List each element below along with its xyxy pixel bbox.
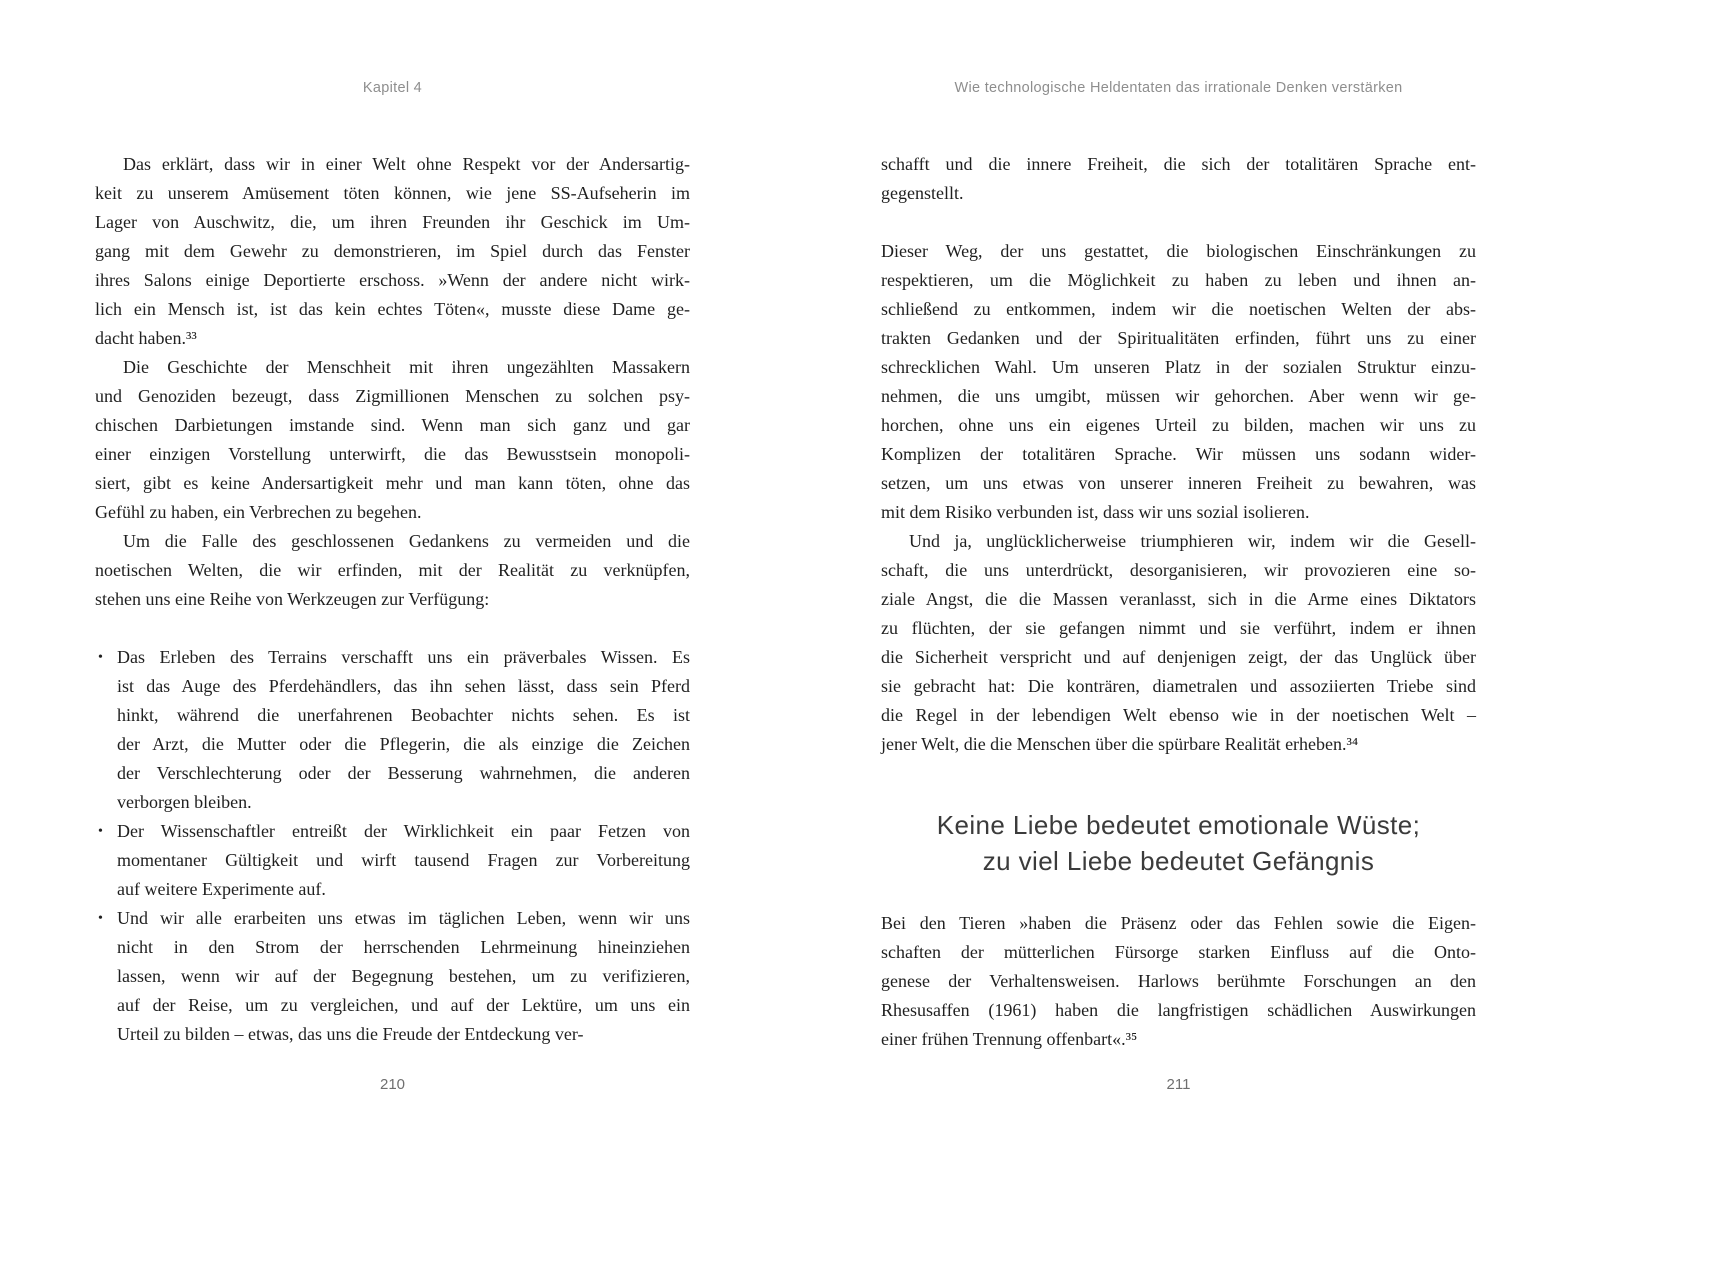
paragraph bbox=[881, 150, 1476, 208]
text-line: schaften der mütterlichen Fürsorge starken Einfluss auf die Onto- bbox=[881, 942, 1476, 962]
text-line: gegenstellt. bbox=[881, 183, 964, 203]
running-header-right: Wie technologische Heldentaten das irrationale Denken verstärken bbox=[954, 80, 1403, 96]
text-line: Urteil zu bilden – etwas, das uns die Freude der Entdeckung ver- bbox=[117, 1024, 584, 1044]
paragraph bbox=[881, 237, 1476, 527]
text-line: schrecklichen Wahl. Um unseren Platz in der sozialen Struktur einzu- bbox=[881, 357, 1476, 377]
text-line: ist das Auge des Pferdehändlers, das ihn sehen lässt, dass sein Pferd bbox=[117, 676, 690, 696]
text-line: stehen uns eine Reihe von Werkzeugen zur Verfügung: bbox=[95, 589, 490, 609]
paragraph bbox=[881, 909, 1476, 1054]
bullet-item bbox=[95, 817, 690, 904]
text-line: Lager von Auschwitz, die, um ihren Freunden ihr Geschick im Um- bbox=[95, 212, 690, 232]
text-line: schließend zu entkommen, indem wir die noetischen Welten der abs- bbox=[881, 299, 1476, 319]
text-line: genese der Verhaltensweisen. Harlows berühmte Forschungen an den bbox=[881, 971, 1476, 991]
text-line: auf der Reise, um zu vergleichen, und auf der Lektüre, um uns ein bbox=[117, 995, 690, 1015]
text-line: Und wir alle erarbeiten uns etwas im täglichen Leben, wenn wir uns bbox=[117, 908, 690, 928]
bullet-icon: • bbox=[98, 824, 103, 839]
bullet-item bbox=[95, 904, 690, 1049]
text-line: hinkt, während die unerfahrenen Beobachter nichts sehen. Es ist bbox=[117, 705, 690, 725]
text-line: Die Geschichte der Menschheit mit ihren ungezählten Massakern bbox=[123, 357, 690, 377]
text-line: schaft, die uns unterdrückt, desorganisieren, wir provozieren eine so- bbox=[881, 560, 1476, 580]
text-line: momentaner Gültigkeit und wirft tausend Fragen zur Vorbereitung bbox=[117, 850, 690, 870]
page-number-left: 210 bbox=[379, 1076, 406, 1093]
text-line: Dieser Weg, der uns gestattet, die biologischen Einschränkungen zu bbox=[881, 241, 1476, 261]
text-line: Gefühl zu haben, ein Verbrechen zu begehen. bbox=[95, 502, 422, 522]
text-line: Und ja, unglücklicherweise triumphieren wir, indem wir die Gesell- bbox=[909, 531, 1476, 551]
text-line: Der Wissenschaftler entreißt der Wirklichkeit ein paar Fetzen von bbox=[117, 821, 690, 841]
text-line: jener Welt, die die Menschen über die spürbare Realität erheben.³⁴ bbox=[881, 734, 1359, 754]
bullet-item bbox=[95, 643, 690, 817]
page-right bbox=[881, 0, 1476, 1270]
text-line: Bei den Tieren »haben die Präsenz oder das Fehlen sowie die Eigen- bbox=[881, 913, 1476, 933]
text-line: auf weitere Experimente auf. bbox=[117, 879, 326, 899]
text-line: Komplizen der totalitären Sprache. Wir müssen uns sodann wider- bbox=[881, 444, 1476, 464]
bullet-icon: • bbox=[98, 650, 103, 665]
text-line: setzen, um uns etwas von unserer inneren Freiheit zu bewahren, was bbox=[881, 473, 1476, 493]
text-line: dacht haben.³³ bbox=[95, 328, 197, 348]
section-heading-line: Keine Liebe bedeutet emotionale Wüste; bbox=[936, 810, 1421, 840]
text-line: verborgen bleiben. bbox=[117, 792, 252, 812]
text-line: mit dem Risiko verbunden ist, dass wir uns sozial isolieren. bbox=[881, 502, 1310, 522]
text-line: Rhesusaffen (1961) haben die langfristigen schädlichen Auswirkungen bbox=[881, 1000, 1476, 1020]
text-line: und Genoziden bezeugt, dass Zigmillionen Menschen zu solchen psy- bbox=[95, 386, 690, 406]
text-line: keit zu unserem Amüsement töten können, wie jene SS-Aufseherin im bbox=[95, 183, 690, 203]
text-line: zu flüchten, der sie gefangen nimmt und sie verführt, indem er ihnen bbox=[881, 618, 1476, 638]
text-line: Das Erleben des Terrains verschafft uns ein präverbales Wissen. Es bbox=[117, 647, 690, 667]
page-content-left bbox=[95, 150, 690, 1049]
text-line: lassen, wenn wir auf der Begegnung bestehen, um zu verifizieren, bbox=[117, 966, 690, 986]
page-content-right bbox=[881, 150, 1476, 1054]
paragraph bbox=[95, 527, 690, 614]
text-line: noetischen Welten, die wir erfinden, mit der Realität zu verknüpfen, bbox=[95, 560, 690, 580]
text-line: Um die Falle des geschlossenen Gedankens zu vermeiden und die bbox=[123, 531, 690, 551]
text-line: nicht in den Strom der herrschenden Lehrmeinung hineinziehen bbox=[117, 937, 690, 957]
page-left bbox=[95, 0, 690, 1270]
text-line: der Arzt, die Mutter oder die Pflegerin, die als einzige die Zeichen bbox=[117, 734, 690, 754]
text-line: die Sicherheit verspricht und auf denjenigen zeigt, der das Unglück über bbox=[881, 647, 1476, 667]
section-heading bbox=[881, 807, 1476, 879]
text-line: die Regel in der lebendigen Welt ebenso wie in der noetischen Welt – bbox=[881, 705, 1476, 725]
bullet-icon: • bbox=[98, 911, 103, 926]
running-header-left: Kapitel 4 bbox=[362, 80, 423, 96]
text-line: Das erklärt, dass wir in einer Welt ohne Respekt vor der Andersartig- bbox=[123, 154, 690, 174]
paragraph bbox=[95, 353, 690, 527]
text-line: lich ein Mensch ist, ist das kein echtes Töten«, musste diese Dame ge- bbox=[95, 299, 690, 319]
text-line: der Verschlechterung oder der Besserung wahrnehmen, die anderen bbox=[117, 763, 690, 783]
text-line: respektieren, um die Möglichkeit zu haben zu leben und ihnen an- bbox=[881, 270, 1476, 290]
text-line: einer einzigen Vorstellung unterwirft, die das Bewusstsein monopoli- bbox=[95, 444, 690, 464]
text-line: chischen Darbietungen imstande sind. Wenn man sich ganz und gar bbox=[95, 415, 690, 435]
text-line: gang mit dem Gewehr zu demonstrieren, im Spiel durch das Fenster bbox=[95, 241, 690, 261]
text-line: einer frühen Trennung offenbart«.³⁵ bbox=[881, 1029, 1138, 1049]
text-line: nehmen, die uns umgibt, müssen wir gehorchen. Aber wenn wir ge- bbox=[881, 386, 1476, 406]
text-line: ziale Angst, die die Massen veranlasst, sich in die Arme eines Diktators bbox=[881, 589, 1476, 609]
text-line: trakten Gedanken und der Spiritualitäten erfinden, führt uns zu einer bbox=[881, 328, 1476, 348]
text-line: sie gebracht hat: Die konträren, diametralen und assoziierten Triebe sind bbox=[881, 676, 1476, 696]
text-line: ihres Salons einige Deportierte erschoss. »Wenn der andere nicht wirk- bbox=[95, 270, 690, 290]
text-line: siert, gibt es keine Andersartigkeit mehr und man kann töten, ohne das bbox=[95, 473, 690, 493]
text-line: schafft und die innere Freiheit, die sich der totalitären Sprache ent- bbox=[881, 154, 1476, 174]
paragraph bbox=[95, 150, 690, 353]
text-line: horchen, ohne uns ein eigenes Urteil zu bilden, machen wir uns zu bbox=[881, 415, 1476, 435]
page-number-right: 211 bbox=[1166, 1076, 1191, 1093]
paragraph bbox=[881, 527, 1476, 759]
section-heading-line: zu viel Liebe bedeutet Gefängnis bbox=[982, 846, 1375, 876]
